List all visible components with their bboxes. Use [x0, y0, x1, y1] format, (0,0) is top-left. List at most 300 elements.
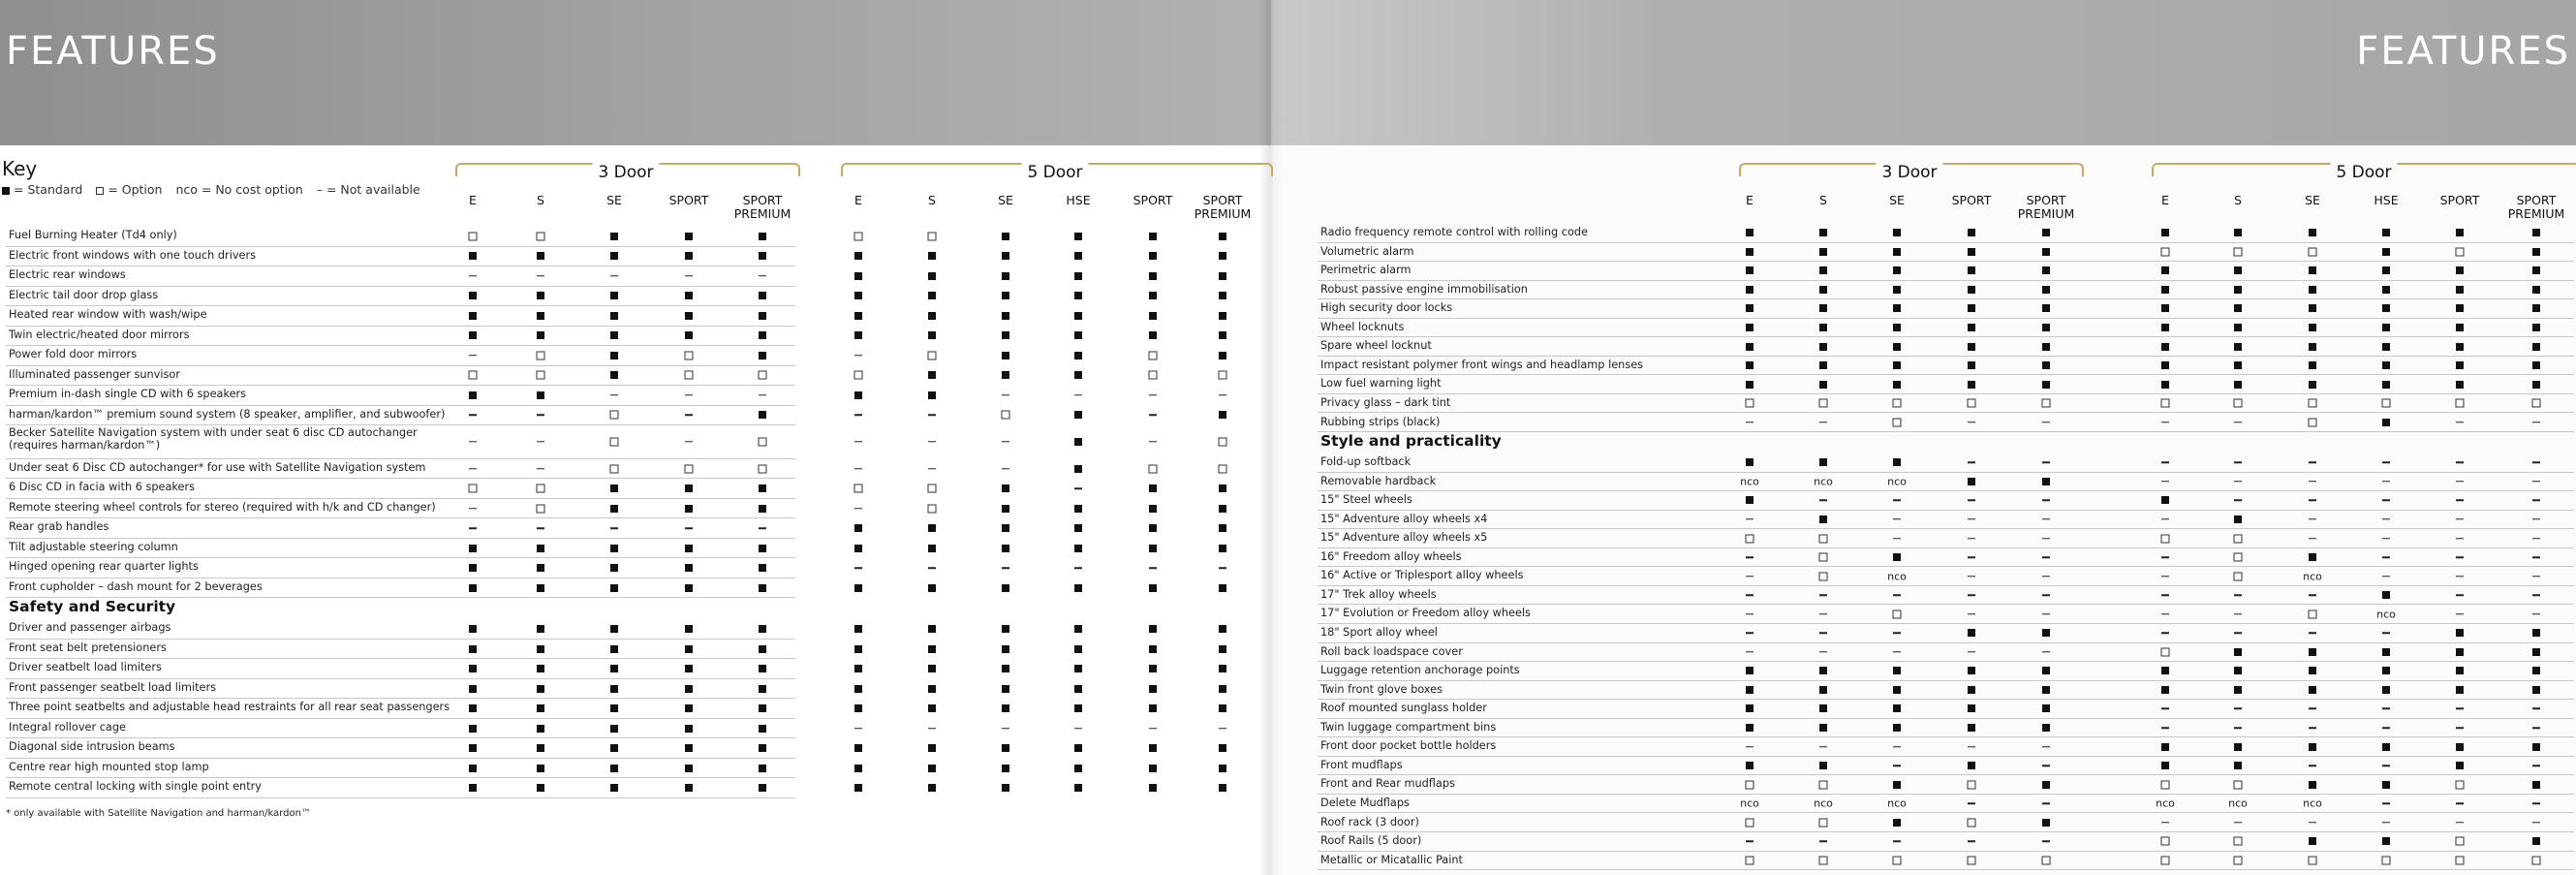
standard-square-icon: [685, 765, 693, 772]
not-available-dash: [1968, 594, 1975, 596]
standard-square-icon: [2382, 304, 2390, 312]
option-square-icon: [2234, 780, 2243, 789]
not-available-dash: [2532, 594, 2540, 596]
standard-square-icon: [537, 545, 544, 552]
column-header: SPORT PREMIUM: [2017, 193, 2075, 221]
not-available-dash: [2532, 500, 2540, 502]
not-available-dash: [2456, 538, 2464, 540]
option-square-icon: [2234, 247, 2243, 256]
not-available-dash: [854, 355, 862, 357]
standard-square-icon: [2042, 304, 2050, 312]
option-square-icon: [1893, 418, 1902, 426]
standard-square-icon: [2042, 686, 2050, 694]
standard-square-icon: [610, 704, 618, 712]
not-available-dash: [2161, 518, 2169, 520]
nco-mark: nco: [1740, 797, 1759, 810]
feature-label: [1320, 531, 1487, 545]
not-available-dash: [1746, 613, 1754, 615]
feature-label-line: Illuminated passenger sunvisor: [9, 367, 180, 381]
standard-square-icon: [685, 505, 693, 513]
not-available-dash: [2382, 708, 2390, 710]
not-available-dash: [2532, 518, 2540, 520]
standard-square-icon: [2382, 667, 2390, 674]
feature-label-line: Rear grab handles: [9, 520, 109, 534]
not-available-dash: [1149, 441, 1157, 443]
not-available-dash: [469, 468, 477, 470]
not-available-dash: [2382, 576, 2390, 578]
feature-label: [9, 408, 445, 422]
standard-square-icon: [759, 765, 766, 772]
standard-square-icon: [2042, 819, 2050, 827]
standard-square-icon: [469, 312, 477, 320]
not-available-dash: [469, 441, 477, 443]
standard-square-icon: [854, 331, 862, 339]
standard-square-icon: [759, 685, 766, 693]
not-available-dash: [1219, 394, 1226, 396]
standard-square-icon: [1149, 252, 1157, 260]
standard-square-icon: [2532, 361, 2540, 369]
not-available-dash: [2309, 633, 2316, 635]
not-available-dash: [1746, 841, 1754, 843]
standard-square-icon: [2532, 343, 2540, 351]
standard-square-icon: [1219, 484, 1226, 492]
standard-square-icon: [1219, 505, 1226, 513]
standard-square-icon: [2234, 686, 2242, 694]
standard-square-icon: [1074, 765, 1082, 772]
standard-square-icon: [2161, 286, 2169, 294]
standard-square-icon: [2382, 837, 2390, 845]
not-available-dash: [2161, 822, 2169, 824]
standard-square-icon: [2, 187, 10, 195]
section-heading-row: [6, 598, 795, 619]
standard-square-icon: [1074, 704, 1082, 712]
feature-label: [1320, 834, 1421, 848]
standard-square-icon: [1893, 724, 1901, 732]
standard-square-icon: [2161, 381, 2169, 389]
standard-square-icon: [1893, 381, 1901, 389]
not-available-dash: [2382, 500, 2390, 502]
standard-square-icon: [1002, 765, 1009, 772]
standard-square-icon: [759, 331, 766, 339]
feature-label: [9, 780, 262, 794]
feature-label: [1320, 797, 1410, 810]
standard-square-icon: [854, 704, 862, 712]
standard-square-icon: [1219, 252, 1226, 260]
not-available-dash: [2456, 422, 2464, 423]
standard-square-icon: [469, 665, 477, 672]
table-row: [1318, 453, 2574, 473]
table-row: [6, 518, 795, 539]
option-square-icon: [759, 437, 767, 446]
standard-square-icon: [1074, 505, 1082, 513]
feature-label-line: Front mudflaps: [1320, 758, 1403, 771]
option-square-icon: [1746, 856, 1754, 864]
standard-square-icon: [1002, 584, 1009, 592]
table-row: [1318, 662, 2574, 681]
table-row: [6, 479, 795, 499]
not-available-dash: [469, 527, 477, 529]
standard-square-icon: [2042, 381, 2050, 389]
standard-square-icon: [2382, 381, 2390, 389]
option-square-icon: [537, 504, 545, 513]
standard-square-icon: [1219, 331, 1226, 339]
feature-label: [9, 661, 162, 674]
not-available-dash: [2532, 613, 2540, 615]
option-square-icon: [2456, 399, 2465, 408]
standard-square-icon: [1893, 324, 1901, 331]
standard-square-icon: [854, 645, 862, 653]
table-row: [6, 327, 795, 347]
standard-square-icon: [759, 505, 766, 513]
table-row: [1318, 795, 2574, 814]
standard-square-icon: [1219, 233, 1226, 240]
option-square-icon: [1219, 371, 1227, 380]
standard-square-icon: [537, 391, 544, 399]
not-available-dash: [685, 394, 693, 396]
nco-mark: nco: [1814, 475, 1833, 488]
standard-square-icon: [1819, 248, 1827, 256]
option-square-icon: [537, 484, 545, 493]
standard-square-icon: [2532, 743, 2540, 751]
standard-square-icon: [2382, 266, 2390, 274]
table-row: [1318, 337, 2574, 357]
standard-square-icon: [1074, 784, 1082, 792]
standard-square-icon: [1074, 233, 1082, 240]
standard-square-icon: [537, 744, 544, 752]
option-square-icon: [1002, 411, 1010, 420]
option-square-icon: [610, 464, 619, 473]
feature-label-line: Roof mounted sunglass holder: [1320, 702, 1487, 715]
table-row: [1318, 605, 2574, 624]
not-available-dash: [2309, 822, 2316, 824]
feature-label: [1320, 493, 1412, 507]
table-row: [6, 247, 795, 267]
option-square-icon: [1968, 818, 1976, 827]
feature-label-line: Remote steering wheel controls for stereo (required with h/k and CD changer): [9, 500, 436, 514]
feature-label-line: Hinged opening rear quarter lights: [9, 560, 199, 574]
not-available-dash: [2532, 462, 2540, 464]
table-row: [6, 227, 795, 247]
standard-square-icon: [1219, 765, 1226, 772]
option-square-icon: [1968, 856, 1976, 864]
option-square-icon: [2042, 856, 2051, 864]
table-row: [1318, 529, 2574, 548]
table-row: [6, 619, 795, 640]
not-available-dash: [2234, 613, 2242, 615]
standard-square-icon: [469, 744, 477, 752]
standard-square-icon: [1219, 744, 1226, 752]
key-not-available: – = Not available: [316, 182, 420, 197]
feature-label-line: Spare wheel locknut: [1320, 339, 1432, 353]
not-available-dash: [2042, 802, 2050, 804]
standard-square-icon: [1002, 665, 1009, 672]
not-available-dash: [1893, 651, 1901, 653]
standard-square-icon: [759, 233, 766, 240]
feature-label-line: Roll back loadspace cover: [1320, 644, 1463, 658]
not-available-dash: [685, 441, 693, 443]
standard-square-icon: [1149, 765, 1157, 772]
not-available-dash: [2161, 462, 2169, 464]
standard-square-icon: [610, 292, 618, 299]
standard-square-icon: [2161, 686, 2169, 694]
not-available-dash: [1893, 765, 1901, 766]
standard-square-icon: [1002, 233, 1009, 240]
feature-label: [1320, 321, 1404, 334]
not-available-dash: [2234, 594, 2242, 596]
not-available-dash: [469, 275, 477, 277]
standard-square-icon: [1746, 248, 1754, 256]
standard-square-icon: [1149, 272, 1157, 280]
table-row: [6, 659, 795, 679]
option-square-icon: [2309, 247, 2317, 256]
standard-square-icon: [1746, 686, 1754, 694]
not-available-dash: [1746, 633, 1754, 635]
option-square-icon: [2532, 399, 2541, 408]
feature-label: [9, 560, 199, 574]
standard-square-icon: [469, 625, 477, 633]
table-row: [6, 346, 795, 366]
table-row: [6, 679, 795, 700]
standard-square-icon: [610, 352, 618, 359]
not-available-dash: [2532, 538, 2540, 540]
not-available-dash: [1002, 394, 1009, 396]
feature-label: [9, 721, 126, 734]
standard-square-icon: [1968, 343, 1975, 351]
standard-square-icon: [928, 784, 936, 792]
standard-square-icon: [685, 233, 693, 240]
feature-label-line: Remote central locking with single point entry: [9, 780, 262, 794]
not-available-dash: [1968, 576, 1975, 578]
not-available-dash: [1002, 441, 1009, 443]
option-square-icon: [1149, 371, 1158, 380]
feature-label-line: Electric front windows with one touch drivers: [9, 248, 257, 262]
standard-square-icon: [685, 725, 693, 733]
standard-square-icon: [1968, 229, 1975, 236]
not-available-dash: [1819, 422, 1827, 423]
not-available-dash: [928, 728, 936, 730]
table-row: [1318, 832, 2574, 852]
table-row: [1318, 262, 2574, 281]
not-available-dash: [2042, 613, 2050, 615]
not-available-dash: [1968, 841, 1975, 843]
standard-square-icon: [1002, 744, 1009, 752]
standard-square-icon: [759, 704, 766, 712]
standard-square-icon: [2382, 648, 2390, 656]
not-available-dash: [2161, 422, 2169, 423]
feature-label-line: Front passenger seatbelt load limiters: [9, 680, 217, 694]
table-row: [6, 640, 795, 660]
standard-square-icon: [685, 704, 693, 712]
not-available-dash: [1968, 462, 1975, 464]
standard-square-icon: [2382, 248, 2390, 256]
key-nco: nco = No cost option: [175, 182, 303, 197]
option-square-icon: [928, 351, 937, 359]
standard-square-icon: [759, 645, 766, 653]
standard-square-icon: [2309, 324, 2316, 331]
standard-square-icon: [1149, 233, 1157, 240]
standard-square-icon: [1074, 685, 1082, 693]
standard-square-icon: [1819, 304, 1827, 312]
not-available-dash: [928, 567, 936, 569]
column-header: SE: [2305, 193, 2320, 207]
feature-label: [9, 368, 180, 382]
feature-label-line: Twin luggage compartment bins: [1320, 720, 1497, 734]
not-available-dash: [759, 394, 766, 396]
not-available-dash: [1149, 567, 1157, 569]
standard-square-icon: [1893, 686, 1901, 694]
option-square-icon: [685, 371, 694, 380]
standard-square-icon: [2382, 591, 2390, 599]
table-row: [1318, 700, 2574, 719]
not-available-dash: [2309, 481, 2316, 483]
standard-square-icon: [1002, 252, 1009, 260]
option-square-icon: [2309, 609, 2317, 618]
standard-square-icon: [1819, 704, 1827, 712]
feature-label-line: Perimetric alarm: [1320, 264, 1412, 277]
standard-square-icon: [2532, 304, 2540, 312]
standard-square-icon: [685, 784, 693, 792]
not-available-dash: [537, 468, 544, 470]
not-available-dash: [2456, 802, 2464, 804]
standard-square-icon: [1149, 584, 1157, 592]
standard-square-icon: [759, 665, 766, 672]
option-square-icon: [1819, 534, 1828, 543]
option-square-icon: [1149, 351, 1158, 359]
standard-square-icon: [1002, 505, 1009, 513]
standard-square-icon: [610, 665, 618, 672]
not-available-dash: [1746, 556, 1754, 558]
not-available-dash: [1968, 802, 1975, 804]
column-header: E: [1746, 193, 1754, 207]
not-available-dash: [2532, 765, 2540, 766]
standard-square-icon: [469, 784, 477, 792]
not-available-dash: [2532, 556, 2540, 558]
table-row: [1318, 852, 2574, 871]
standard-square-icon: [1746, 286, 1754, 294]
not-available-dash: [2309, 765, 2316, 766]
not-available-dash: [854, 728, 862, 730]
standard-square-icon: [2161, 743, 2169, 751]
feature-label: [9, 740, 175, 754]
standard-square-icon: [685, 331, 693, 339]
not-available-dash: [1819, 594, 1827, 596]
standard-square-icon: [1746, 304, 1754, 312]
not-available-dash: [2456, 594, 2464, 596]
feature-label: [1320, 339, 1432, 353]
feature-label: [1320, 245, 1413, 259]
standard-square-icon: [610, 584, 618, 592]
feature-label-line: Delete Mudflaps: [1320, 796, 1410, 809]
not-available-dash: [2234, 822, 2242, 824]
standard-square-icon: [1002, 704, 1009, 712]
standard-square-icon: [1746, 667, 1754, 674]
standard-square-icon: [1819, 286, 1827, 294]
option-square-icon: [469, 232, 478, 240]
standard-square-icon: [2532, 648, 2540, 656]
table-row: [1318, 548, 2574, 568]
standard-square-icon: [928, 292, 936, 299]
feature-label-line: 17" Evolution or Freedom alloy wheels: [1320, 607, 1531, 620]
standard-square-icon: [928, 744, 936, 752]
standard-square-icon: [928, 584, 936, 592]
option-square-icon: [1746, 818, 1754, 827]
feature-label-line: Driver seatbelt load limiters: [9, 661, 162, 674]
not-available-dash: [1893, 746, 1901, 748]
standard-square-icon: [2042, 667, 2050, 674]
feature-label: [1320, 626, 1438, 640]
standard-square-icon: [1819, 229, 1827, 236]
feature-label: [1320, 588, 1437, 602]
standard-square-icon: [2532, 381, 2540, 389]
not-available-dash: [2161, 727, 2169, 729]
option-square-icon: [2309, 418, 2317, 426]
standard-square-icon: [1968, 667, 1975, 674]
standard-square-icon: [928, 645, 936, 653]
standard-square-icon: [469, 331, 477, 339]
key-standard: = Standard: [2, 182, 82, 197]
standard-square-icon: [2234, 286, 2242, 294]
standard-square-icon: [928, 331, 936, 339]
standard-square-icon: [1074, 744, 1082, 752]
standard-square-icon: [2234, 667, 2242, 674]
not-available-dash: [2309, 462, 2316, 464]
not-available-dash: [2309, 518, 2316, 520]
standard-square-icon: [1002, 625, 1009, 633]
feature-label: [9, 461, 425, 475]
standard-square-icon: [537, 725, 544, 733]
table-row: [6, 558, 795, 578]
standard-square-icon: [685, 545, 693, 552]
standard-square-icon: [2309, 229, 2316, 236]
standard-square-icon: [610, 252, 618, 260]
feature-label-line: Roof rack (3 door): [1320, 815, 1419, 828]
standard-square-icon: [1149, 545, 1157, 552]
not-available-dash: [2161, 613, 2169, 615]
standard-square-icon: [2042, 229, 2050, 236]
feature-label: [9, 641, 167, 655]
not-available-dash: [2309, 727, 2316, 729]
feature-label-line: Diagonal side intrusion beams: [9, 740, 175, 754]
standard-square-icon: [469, 252, 477, 260]
standard-square-icon: [1002, 331, 1009, 339]
feature-label: [1320, 683, 1443, 697]
feature-label-line: Electric rear windows: [9, 268, 126, 281]
standard-square-icon: [1149, 645, 1157, 653]
standard-square-icon: [759, 784, 766, 792]
not-available-dash: [2456, 708, 2464, 710]
option-square-icon: [2532, 856, 2541, 864]
not-available-dash: [685, 415, 693, 417]
option-square-icon: [2161, 247, 2170, 256]
standard-square-icon: [1219, 545, 1226, 552]
standard-square-icon: [537, 292, 544, 299]
standard-square-icon: [1149, 312, 1157, 320]
feature-label: [9, 621, 171, 635]
standard-square-icon: [1819, 343, 1827, 351]
option-square-icon: [2234, 856, 2243, 864]
feature-label-line: 6 Disc CD in facia with 6 speakers: [9, 481, 196, 494]
standard-square-icon: [610, 625, 618, 633]
key-title: Key: [2, 157, 38, 180]
standard-square-icon: [1893, 781, 1901, 789]
standard-square-icon: [1074, 292, 1082, 299]
option-square-icon: [2234, 837, 2243, 846]
section-title: Safety and Security: [9, 598, 176, 616]
not-available-dash: [1893, 594, 1901, 596]
feature-label: [9, 681, 216, 695]
feature-label-line: Roof Rails (5 door): [1320, 834, 1422, 848]
not-available-dash: [1819, 651, 1827, 653]
